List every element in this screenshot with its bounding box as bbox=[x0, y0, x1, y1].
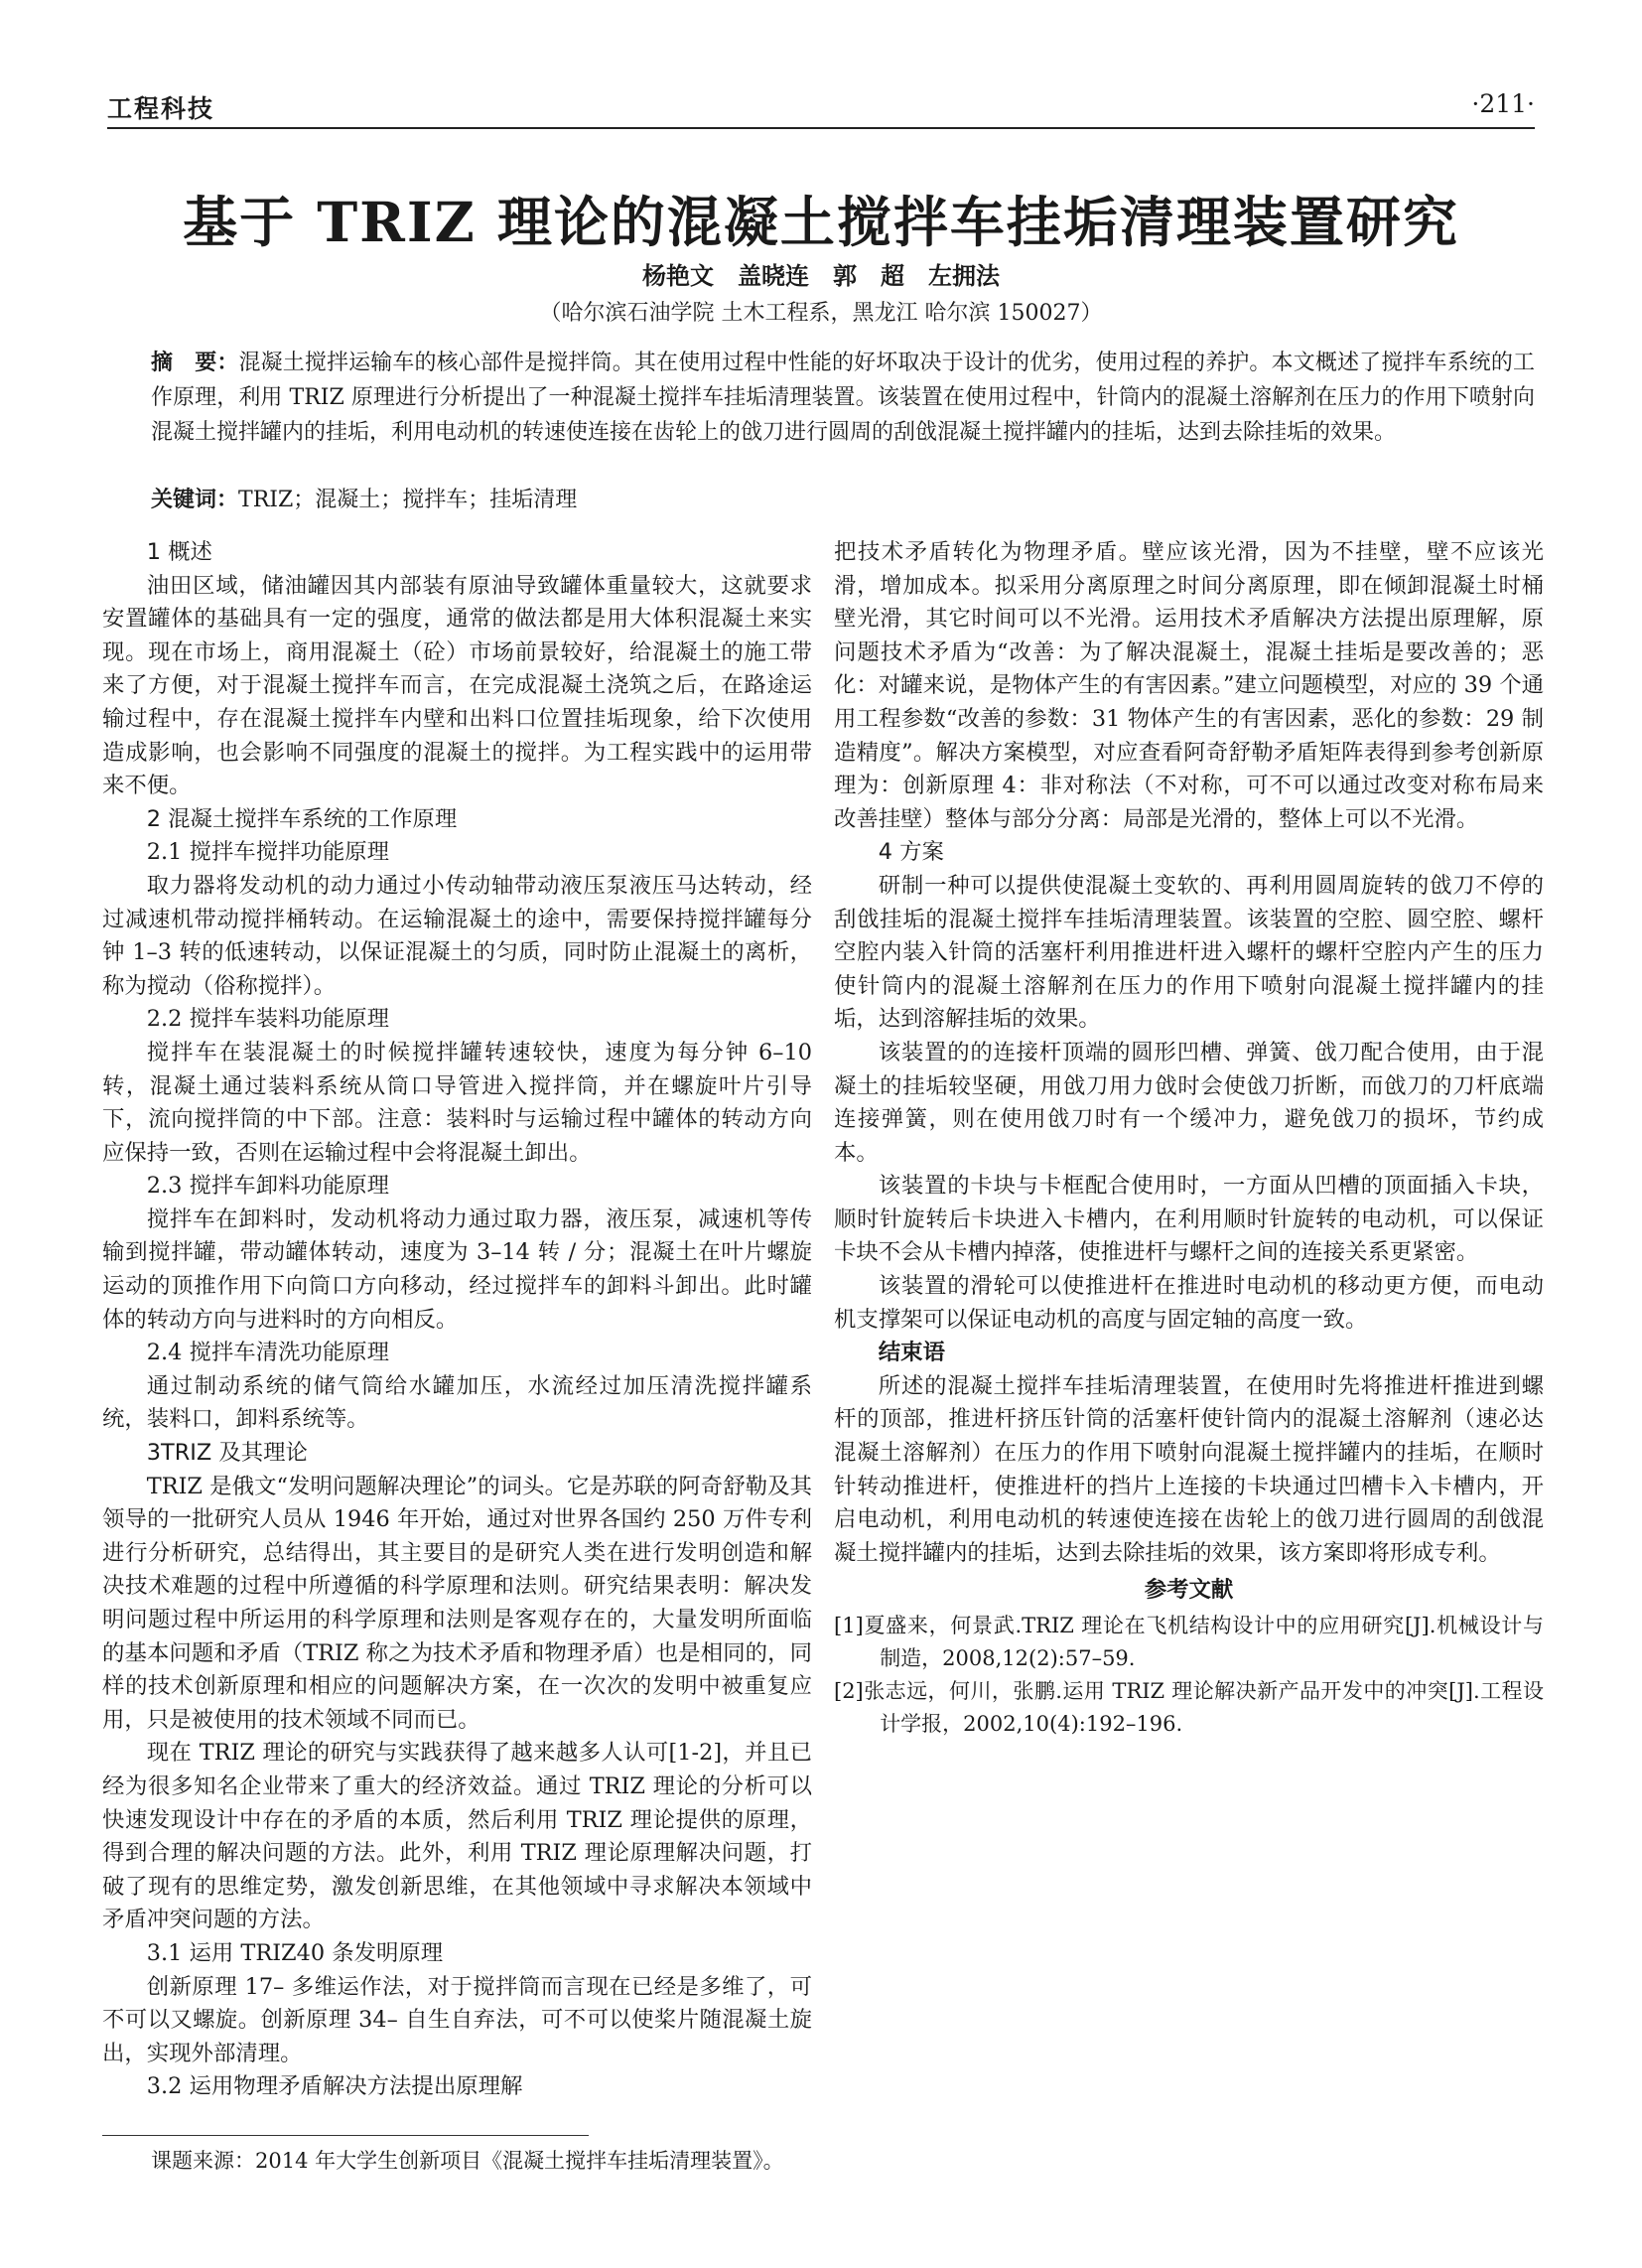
abstract-text: 混凝土搅拌运输车的核心部件是搅拌筒。其在使用过程中性能的好坏取决于设计的优劣，使用过程的养护。本文概述了搅拌车系统的工作原理，利用 TRIZ 原理进行分析提出了一种混凝土搅拌车挂垢清理装置。该装置在使用过程中，针筒内的混凝土溶解剂在压力的作用下喷射向混凝土搅拌罐内的挂垢，利用电动机的转速使连接在齿轮上的戗刀进行圆周的刮戗混凝土搅拌罐内的挂垢，达到去除挂垢的效果。 bbox=[151, 351, 1535, 445]
paragraph: 该装置的卡块与卡框配合使用时，一方面从凹槽的顶面插入卡块，顺时针旋转后卡块进入卡槽内，在利用顺时针旋转的电动机，可以保证卡块不会从卡槽内掉落，使推进杆与螺杆之间的连接关系更紧密。 bbox=[834, 1173, 1544, 1266]
subsection-heading: 3.2 运用物理矛盾解决方法提出原理解 bbox=[146, 2073, 523, 2100]
footnote-rule bbox=[102, 2135, 589, 2136]
paper-title: 基于 TRIZ 理论的混凝土搅拌车挂垢清理装置研究 bbox=[183, 190, 1459, 254]
abstract bbox=[151, 346, 1535, 450]
keywords-label: 关键词： bbox=[151, 488, 239, 512]
paragraph: 把技术矛盾转化为物理矛盾。壁应该光滑，因为不挂壁，壁不应该光滑，增加成本。拟采用分离原理之时间分离原理，即在倾卸混凝土时桶壁光滑，其它时间可以不光滑。运用技术矛盾解决方法提出原理解，原问题技术矛盾为“改善：为了解决混凝土，混凝土挂垢是要改善的；恶化：对罐来说，是物体产生的有害因素。”建立问题模型，对应的 39 个通用工程参数“改善的参数：31 物体产生的有害因素，恶化的参数：29 制造精度”。解决方案模型，对应查看阿奇舒勒矛盾矩阵表得到参考创新原理为：创新原理 4：非对称法（不对称，可不可以通过改变对称布局来改善挂壁）整体与部分分离：局部是光滑的，整体上可以不光滑。 bbox=[834, 539, 1544, 832]
subsection-heading: 2.1 搅拌车搅拌功能原理 bbox=[146, 839, 390, 866]
paragraph: 搅拌车在装混凝土的时候搅拌罐转速较快，速度为每分钟 6–10 转，混凝土通过装料系统从筒口导管进入搅拌筒，并在螺旋叶片引导下，流向搅拌筒的中下部。注意：装料时与运输过程中罐体的转动方向应保持一致，否则在运输过程中会将混凝土卸出。 bbox=[102, 1039, 812, 1166]
paragraph: 研制一种可以提供使混凝土变软的、再利用圆周旋转的戗刀不停的刮戗挂垢的混凝土搅拌车挂垢清理装置。该装置的空腔、圆空腔、螺杆空腔内装入针筒的活塞杆利用推进杆进入螺杆的螺杆空腔内产生的压力使针筒内的混凝土溶解剂在压力的作用下喷射向混凝土搅拌罐内的挂垢，达到溶解挂垢的效果。 bbox=[834, 872, 1544, 1033]
right-column bbox=[834, 536, 1544, 1741]
section-heading: 2 混凝土搅拌车系统的工作原理 bbox=[146, 805, 458, 832]
abstract-label: 摘 要： bbox=[151, 351, 239, 375]
paragraph: 该装置的滑轮可以使推进杆在推进时电动机的移动更方便，而电动机支撑架可以保证电动机的高度与固定轴的高度一致。 bbox=[834, 1273, 1544, 1333]
reference-item: [2]张志远，何川，张鹏.运用 TRIZ 理论解决新产品开发中的冲突[J].工程设计学报，2002,10(4):192–196. bbox=[834, 1679, 1544, 1736]
keywords bbox=[151, 483, 1535, 513]
paragraph: 现在 TRIZ 理论的研究与实践获得了越来越多人认可[1-2]，并且已经为很多知名企业带来了重大的经济效益。通过 TRIZ 理论的分析可以快速发现设计中存在的矛盾的本质，然后利用 TRIZ 理论提供的原理，得到合理的解决问题的方法。此外，利用 TRIZ 理论原理解决问题，打破了现有的思维定势，激发创新思维，在其他领域中寻求解决本领域中矛盾冲突问题的方法。 bbox=[102, 1740, 812, 1933]
section-heading: 3TRIZ 及其理论 bbox=[146, 1440, 308, 1467]
keywords-text: TRIZ；混凝土；搅拌车；挂垢清理 bbox=[238, 488, 578, 512]
footnote: 课题来源：2014 年大学生创新项目《混凝土搅拌车挂垢清理装置》。 bbox=[151, 2149, 784, 2173]
paragraph: 所述的混凝土搅拌车挂垢清理装置，在使用时先将推进杆推进到螺杆的顶部，推进杆挤压针筒的活塞杆使针筒内的混凝土溶解剂（速必达混凝土溶解剂）在压力的作用下喷射向混凝土搅拌罐内的挂垢，在顺时针转动推进杆，使推进杆的挡片上连接的卡块通过凹槽卡入卡槽内，开启电动机，利用电动机的转速使连接在齿轮上的戗刀进行圆周的刮戗混凝土搅拌罐内的挂垢，达到去除挂垢的效果，该方案即将形成专利。 bbox=[834, 1372, 1544, 1566]
subsection-heading: 2.2 搅拌车装料功能原理 bbox=[146, 1006, 390, 1033]
paragraph: 油田区域，储油罐因其内部装有原油导致罐体重量较大，这就要求安置罐体的基础具有一定的强度，通常的做法都是用大体积混凝土来实现。现在市场上，商用混凝土（砼）市场前景较好，给混凝土的施工带来了方便，对于混凝土搅拌车而言，在完成混凝土浇筑之后，在路途运输过程中，存在混凝土搅拌车内壁和出料口位置挂垢现象，给下次使用造成影响，也会影响不同强度的混凝土的搅拌。为工程实践中的运用带来不便。 bbox=[102, 572, 812, 799]
section-heading: 1 概述 bbox=[146, 539, 212, 565]
paragraph: 通过制动系统的储气筒给水罐加压，水流经过加压清洗搅拌罐系统，装料口，卸料系统等。 bbox=[102, 1372, 812, 1433]
paragraph: 该装置的的连接杆顶端的圆形凹槽、弹簧、戗刀配合使用，由于混凝土的挂垢较坚硬，用戗刀用力戗时会使戗刀折断，而戗刀的刀杆底端连接弹簧，则在使用戗刀时有一个缓冲力，避免戗刀的损坏，节约成本。 bbox=[834, 1039, 1544, 1166]
authors: 杨艳文 盖晓连 郭 超 左拥法 bbox=[642, 262, 1000, 290]
page-number: ·211· bbox=[1471, 89, 1535, 118]
section-heading: 4 方案 bbox=[878, 839, 944, 866]
journal-name: 工程科技 bbox=[107, 94, 215, 123]
reference-item: [1]夏盛来，何景武.TRIZ 理论在飞机结构设计中的应用研究[J].机械设计与制造，2008,12(2):57–59. bbox=[834, 1614, 1544, 1670]
paragraph: 创新原理 17– 多维运作法，对于搅拌筒而言现在已经是多维了，可不可以又螺旋。创新原理 34– 自生自弃法，可不可以使桨片随混凝土旋出，实现外部清理。 bbox=[102, 1973, 812, 2066]
paragraph: TRIZ 是俄文“发明问题解决理论”的词头。它是苏联的阿奇舒勒及其领导的一批研究人员从 1946 年开始，通过对世界各国约 250 万件专利进行分析研究，总结得出，其主要目的是研究人类在进行发明创造和解决技术难题的过程中所遵循的科学原理和法则。研究结果表明：解决发明问题过程中所运用的科学原理和法则是客观存在的，大量发明所面临的基本问题和矛盾（TRIZ 称之为技术矛盾和物理矛盾）也是相同的，同样的技术创新原理和相应的问题解决方案，在一次次的发明中被重复应用，只是被使用的技术领域不同而已。 bbox=[102, 1473, 812, 1733]
paragraph: 搅拌车在卸料时，发动机将动力通过取力器，液压泵，减速机等传输到搅拌罐，带动罐体转动，速度为 3–14 转 / 分；混凝土在叶片螺旋运动的顶推作用下向筒口方向移动，经过搅拌车的卸料斗卸出。此时罐体的转动方向与进料时的方向相反。 bbox=[102, 1205, 812, 1333]
subsection-heading: 3.1 运用 TRIZ40 条发明原理 bbox=[146, 1939, 444, 1966]
subsection-heading: 2.4 搅拌车清洗功能原理 bbox=[146, 1340, 390, 1366]
subsection-heading: 2.3 搅拌车卸料功能原理 bbox=[146, 1173, 390, 1200]
header-rule bbox=[107, 127, 1535, 129]
affiliation: （哈尔滨石油学院 土木工程系，黑龙江 哈尔滨 150027） bbox=[539, 301, 1103, 326]
section-heading: 结束语 bbox=[878, 1340, 945, 1366]
left-column bbox=[102, 536, 812, 2104]
references-heading: 参考文献 bbox=[1144, 1577, 1234, 1604]
paragraph: 取力器将发动机的动力通过小传动轴带动液压泵液压马达转动，经过减速机带动搅拌桶转动。在运输混凝土的途中，需要保持搅拌罐每分钟 1–3 转的低速转动，以保证混凝土的匀质，同时防止混凝土的离析，称为搅动（俗称搅拌）。 bbox=[102, 872, 812, 999]
